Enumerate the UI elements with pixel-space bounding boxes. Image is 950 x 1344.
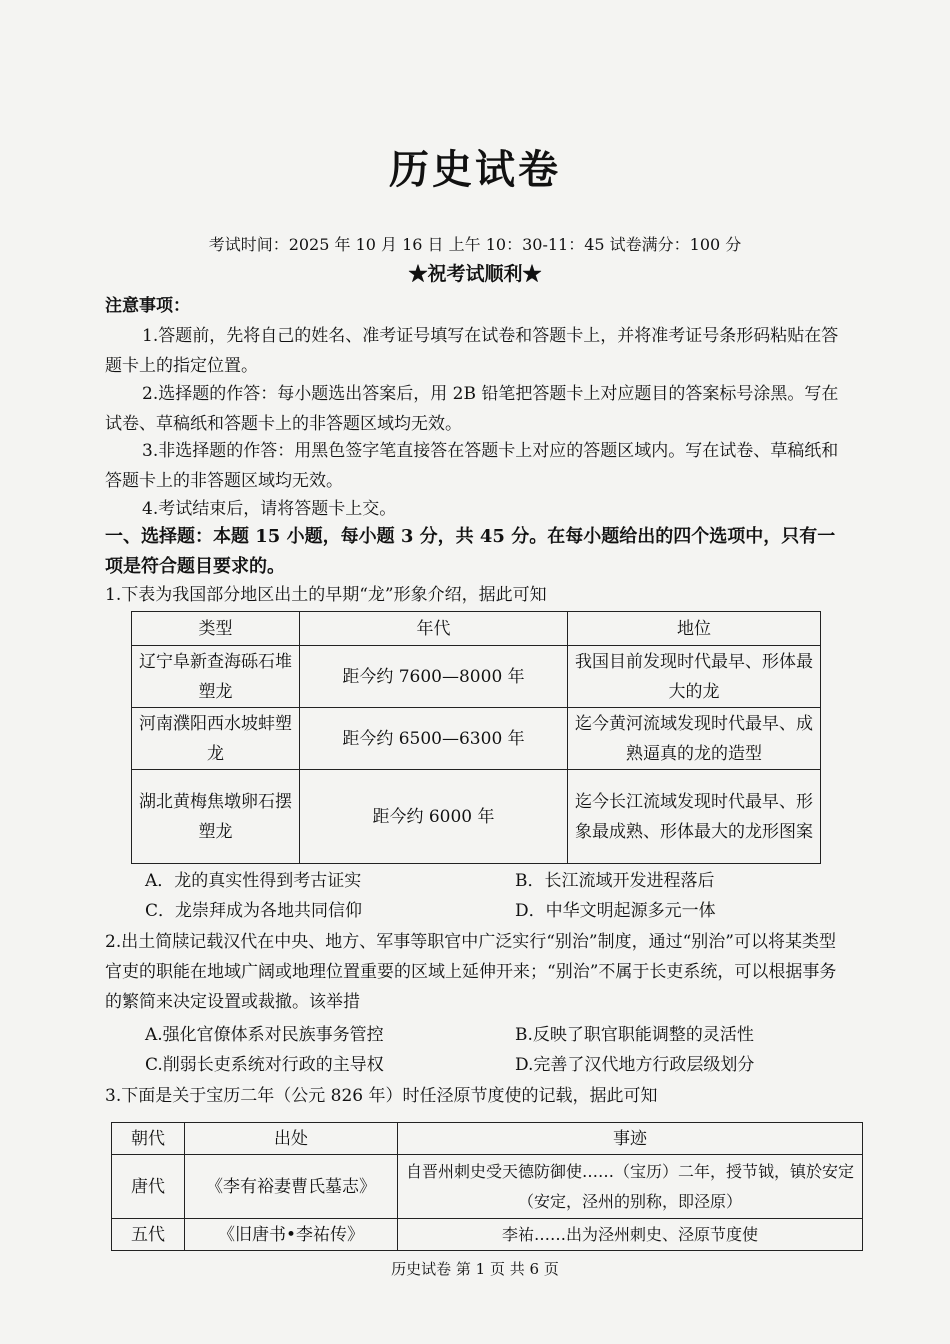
section-heading: 一、选择题：本题 15 小题，每小题 3 分，共 45 分。在每小题给出的四个选项中，只有一项是符合题目要求的。 [105,526,836,577]
option-a: A．龙的真实性得到考古证实 [145,871,362,891]
table-cell: 自晋州刺史受天德防御使……（宝历）二年，授节钺，镇於安定（安定，泾州的别称，即泾原） [398,1155,863,1219]
table-cell: 迄今长江流域发现时代最早、形象最成熟、形体最大的龙形图案 [568,770,821,864]
note-item: 1.答题前，先将自己的姓名、准考证号填写在试卷和答题卡上，并将准考证号条形码粘贴在答题卡上的指定位置。 [105,326,839,376]
option-b: B．长江流域开发进程落后 [515,871,715,891]
question-1-stem: 1.下表为我国部分地区出土的早期“龙”形象介绍，据此可知 [105,585,547,605]
table-cell: 我国目前发现时代最早、形体最大的龙 [568,646,821,708]
table-cell: 距今约 6500—6300 年 [300,708,568,770]
table-cell: 五代 [112,1219,185,1251]
table-cell: 唐代 [112,1155,185,1219]
option-c: C．龙崇拜成为各地共同信仰 [145,901,363,921]
option-c: C.削弱长吏系统对行政的主导权 [145,1055,384,1075]
question-2-stem: 2.出土简牍记载汉代在中央、地方、军事等职官中广泛实行“别治”制度，通过“别治”可以将某类型官吏的职能在地域广阔或地理位置重要的区域上延伸开来；“别治”不属于长吏系统，可以根据事务的繁简来决定设置或裁撤。该举措 [105,932,837,1012]
table-cell: 河南濮阳西水坡蚌塑龙 [132,708,300,770]
page-footer: 历史试卷 第 1 页 共 6 页 [391,1260,559,1278]
exam-info: 考试时间：2025 年 10 月 16 日 上午 10：30-11：45 试卷满分：100 分 [208,235,742,254]
option-d: D.完善了汉代地方行政层级划分 [515,1055,755,1075]
blessing: ★祝考试顺利★ [408,263,542,285]
table-cell: 距今约 6000 年 [300,770,568,864]
table-cell: 距今约 7600—8000 年 [300,646,568,708]
option-b: B.反映了职官职能调整的灵活性 [515,1025,754,1045]
table-cell: 《旧唐书•李祐传》 [185,1219,398,1251]
table-header: 朝代 [112,1123,185,1155]
table-header: 事迹 [398,1123,863,1155]
table-header: 地位 [568,612,821,646]
notes-heading: 注意事项： [105,296,190,316]
question-3-table [111,1122,863,1251]
exam-title: 历史试卷 [389,147,561,193]
option-a: A.强化官僚体系对民族事务管控 [145,1025,384,1045]
table-cell: 辽宁阜新查海砾石堆塑龙 [132,646,300,708]
table-cell: 李祐……出为泾州刺史、泾原节度使 [398,1219,863,1251]
note-item: 3.非选择题的作答：用黑色签字笔直接答在答题卡上对应的答题区域内。写在试卷、草稿纸和答题卡上的非答题区域均无效。 [105,441,839,491]
question-3-stem: 3.下面是关于宝历二年（公元 826 年）时任泾原节度使的记载，据此可知 [105,1086,658,1106]
option-d: D．中华文明起源多元一体 [515,901,716,921]
table-cell: 迄今黄河流域发现时代最早、成熟逼真的龙的造型 [568,708,821,770]
table-cell: 《李有裕妻曹氏墓志》 [185,1155,398,1219]
table-header: 年代 [300,612,568,646]
table-header: 类型 [132,612,300,646]
table-header: 出处 [185,1123,398,1155]
note-item: 4.考试结束后，请将答题卡上交。 [142,499,397,519]
table-cell: 湖北黄梅焦墩卵石摆塑龙 [132,770,300,864]
question-1-table [131,611,821,864]
note-item: 2.选择题的作答：每小题选出答案后，用 2B 铅笔把答题卡上对应题目的答案标号涂黑。写在试卷、草稿纸和答题卡上的非答题区域均无效。 [105,384,839,434]
